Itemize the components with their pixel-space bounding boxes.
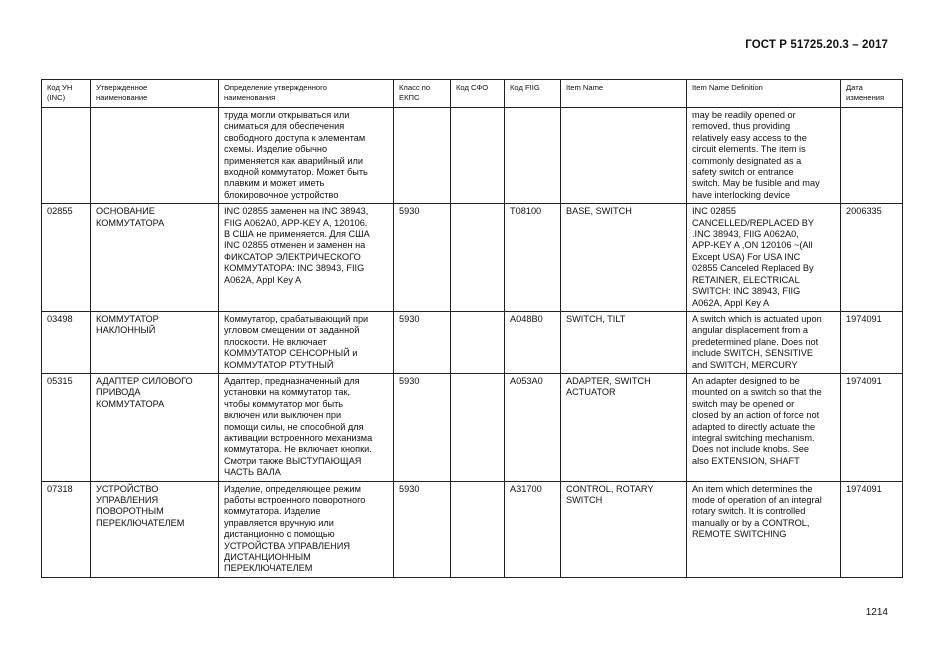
table-row xyxy=(42,311,903,373)
cell-definition-en: INC 02855 CANCELLED/REPLACED BY .INC 38943, FIIG A062A0, APP-KEY A ,ON 120106 ~(All Except USA) For USA INC 02855 Canceled Replaced By RETAINER, ELECTRICAL SWITCH: INC 38943, FIIG A062A, Appl Key A xyxy=(687,204,841,312)
cell-inc: 05315 xyxy=(42,373,91,481)
cell-name-ru: УСТРОЙСТВО УПРАВЛЕНИЯ ПОВОРОТНЫМ ПЕРЕКЛЮЧАТЕЛЕМ xyxy=(91,481,219,577)
table-row xyxy=(42,481,903,577)
cell-fiig: A048B0 xyxy=(505,311,561,373)
table-row xyxy=(42,204,903,312)
col-header-name-ru: Утвержденное наименование xyxy=(91,80,219,108)
col-header-fiig: Код FIIG xyxy=(505,80,561,108)
cell-sfo xyxy=(451,108,505,204)
catalog-table xyxy=(41,79,903,578)
cell-sfo xyxy=(451,481,505,577)
cell-definition-ru: труда могли открываться или сниматься для обеспечения свободного доступа к элементам схемы. Изделие обычно применяется как аварийный или входной коммутатор. Может быть плавким и может иметь блокировочное устройство xyxy=(219,108,394,204)
cell-fiig: A053A0 xyxy=(505,373,561,481)
cell-item-name: BASE, SWITCH xyxy=(561,204,687,312)
cell-definition-ru: Изделие, определяющее режим работы встроенного поворотного коммутатора. Изделие управляется вручную или дистанционно с помощью УСТРОЙСТВА УПРАВЛЕНИЯ ДИСТАНЦИОННЫМ ПЕРЕКЛЮЧАТЕЛЕМ xyxy=(219,481,394,577)
cell-sfo xyxy=(451,311,505,373)
table-header-row xyxy=(42,80,903,108)
cell-fiig: A31700 xyxy=(505,481,561,577)
cell-class: 5930 xyxy=(394,204,451,312)
cell-item-name: ADAPTER, SWITCH ACTUATOR xyxy=(561,373,687,481)
table-row xyxy=(42,373,903,481)
cell-name-ru: ОСНОВАНИЕ КОММУТАТОРА xyxy=(91,204,219,312)
cell-name-ru: КОММУТАТОР НАКЛОННЫЙ xyxy=(91,311,219,373)
cell-fiig: T08100 xyxy=(505,204,561,312)
cell-definition-en: A switch which is actuated upon angular displacement from a predetermined plane. Does not include SWITCH, SENSITIVE and SWITCH, MERCURY xyxy=(687,311,841,373)
cell-inc: 02855 xyxy=(42,204,91,312)
col-header-definition-ru: Определение утвержденного наименования xyxy=(219,80,394,108)
cell-definition-en: may be readily opened or removed, thus providing relatively easy access to the circuit elements. The item is commonly designated as a safety switch or entrance switch. May be fusible and may have interlocking device xyxy=(687,108,841,204)
cell-definition-en: An adapter designed to be mounted on a switch so that the switch may be opened or closed by an action of force not adapted to directly actuate the integral switching mechanism. Does not include knobs. See also EXTENSION, SHAFT xyxy=(687,373,841,481)
cell-sfo xyxy=(451,373,505,481)
col-header-item-name: Item Name xyxy=(561,80,687,108)
cell-class xyxy=(394,108,451,204)
col-header-definition-en: Item Name Definition xyxy=(687,80,841,108)
col-header-inc: Код УН (INC) xyxy=(42,80,91,108)
cell-inc: 03498 xyxy=(42,311,91,373)
cell-date xyxy=(841,108,903,204)
page-number: 1214 xyxy=(865,607,888,618)
cell-definition-ru: Коммутатор, срабатывающий при угловом смещении от заданной плоскости. Не включает КОММУТАТОР СЕНСОРНЫЙ и КОММУТАТОР РТУТНЫЙ xyxy=(219,311,394,373)
cell-inc xyxy=(42,108,91,204)
table-row xyxy=(42,108,903,204)
cell-date: 2006335 xyxy=(841,204,903,312)
cell-name-ru xyxy=(91,108,219,204)
cell-sfo xyxy=(451,204,505,312)
cell-date: 1974091 xyxy=(841,481,903,577)
cell-fiig xyxy=(505,108,561,204)
cell-item-name: CONTROL, ROTARY SWITCH xyxy=(561,481,687,577)
cell-class: 5930 xyxy=(394,481,451,577)
cell-class: 5930 xyxy=(394,373,451,481)
cell-date: 1974091 xyxy=(841,373,903,481)
cell-item-name xyxy=(561,108,687,204)
cell-inc: 07318 xyxy=(42,481,91,577)
cell-item-name: SWITCH, TILT xyxy=(561,311,687,373)
col-header-date: Дата изменения xyxy=(841,80,903,108)
cell-definition-ru: Адаптер, предназначенный для установки на коммутатор так, чтобы коммутатор мог быть включен или выключен при помощи силы, не способной для активации встроенного механизма коммутатора. Не включает кнопки. Смотри также ВЫСТУПАЮЩАЯ ЧАСТЬ ВАЛА xyxy=(219,373,394,481)
cell-date: 1974091 xyxy=(841,311,903,373)
document-header: ГОСТ Р 51725.20.3 – 2017 xyxy=(745,39,888,51)
col-header-class: Класс по ЕКПС xyxy=(394,80,451,108)
col-header-sfo: Код СФО xyxy=(451,80,505,108)
cell-definition-en: An item which determines the mode of operation of an integral rotary switch. It is controlled manually or by a CONTROL, REMOTE SWITCHING xyxy=(687,481,841,577)
cell-definition-ru: INC 02855 заменен на INC 38943, FIIG A062A0, APP-KEY A, 120106. В США не применяется. Для США INC 02855 отменен и заменен на ФИКСАТОР ЭЛЕКТРИЧЕСКОГО КОММУТАТОРА: INC 38943, FIIG A062A, Appl Key A xyxy=(219,204,394,312)
cell-class: 5930 xyxy=(394,311,451,373)
cell-name-ru: АДАПТЕР СИЛОВОГО ПРИВОДА КОММУТАТОРА xyxy=(91,373,219,481)
